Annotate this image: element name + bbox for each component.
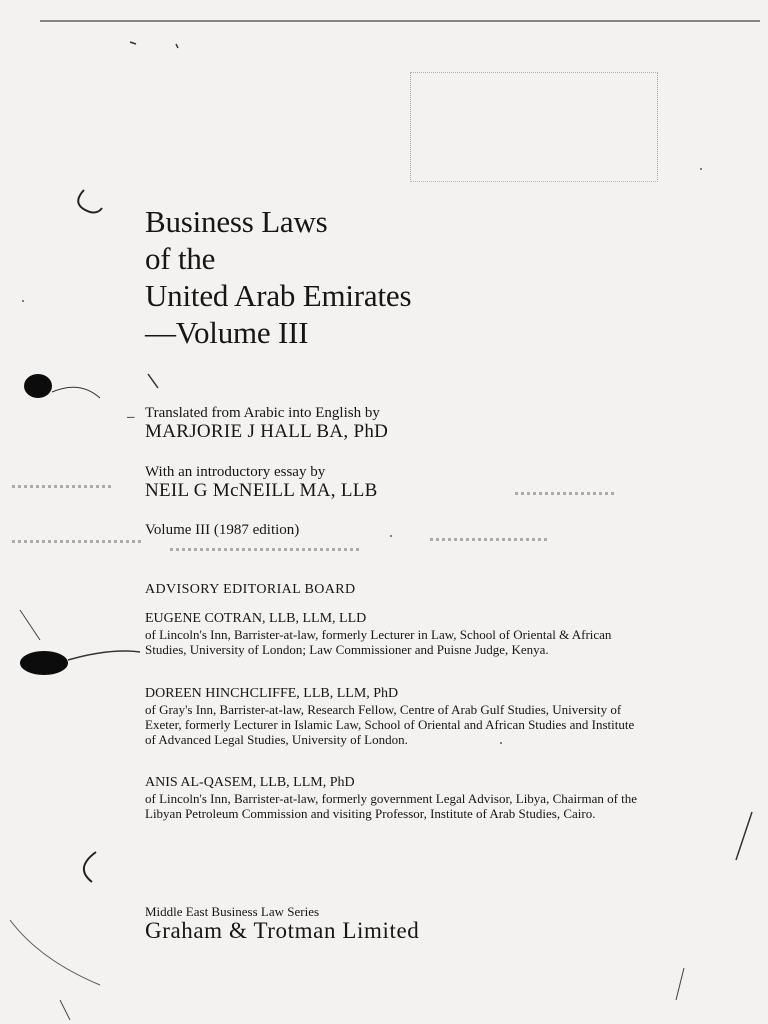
series-name: Middle East Business Law Series [145, 904, 320, 919]
board-member-2 [145, 686, 665, 748]
scan-speck [390, 535, 392, 537]
member-description: of Gray's Inn, Barrister-at-law, Research Fellow, Centre of Arab Gulf Studies, University of Exeter, formerly Lecturer in Islamic Law, School of Oriental and African Studies and Institute of Advanced Legal Studies, University of London. [145, 702, 635, 748]
essay-note: With an introductory essay by [145, 464, 326, 480]
publisher-name: Graham & Trotman Limited [145, 918, 420, 943]
essayist-name: NEIL G McNEILL MA, LLB [145, 480, 378, 501]
scan-speck [500, 742, 502, 744]
scan-speck [22, 300, 24, 302]
board-heading: ADVISORY EDITORIAL BOARD [145, 582, 356, 597]
board-member-3 [145, 775, 665, 821]
title-line-4: —Volume III [145, 315, 309, 350]
book-title [145, 203, 665, 351]
member-name: EUGENE COTRAN, LLB, LLM, LLD [145, 611, 367, 626]
member-name: ANIS AL-QASEM, LLB, LLM, PhD [145, 775, 355, 790]
title-line-3: United Arab Emirates [145, 278, 412, 313]
edition-label: Volume III (1987 edition) [145, 522, 300, 538]
board-member-1 [145, 611, 665, 657]
member-name: DOREEN HINCHCLIFFE, LLB, LLM, PhD [145, 686, 399, 701]
translator-name: MARJORIE J HALL BA, PhD [145, 421, 389, 442]
translation-note: Translated from Arabic into English by [145, 405, 380, 421]
title-line-2: of the [145, 241, 216, 276]
scan-speck [700, 168, 702, 170]
margin-dash-mark: – [127, 409, 135, 425]
title-line-1: Business Laws [145, 204, 328, 239]
member-description: of Lincoln's Inn, Barrister-at-law, formerly government Legal Advisor, Libya, Chairman of the Libyan Petroleum Commission and visiting Professor, Institute of Arab Studies, Cairo. [145, 791, 638, 822]
member-description: of Lincoln's Inn, Barrister-at-law, formerly Lecturer in Law, School of Oriental & African Studies, University of London; Law Commissioner and Puisne Judge, Kenya. [145, 627, 612, 658]
